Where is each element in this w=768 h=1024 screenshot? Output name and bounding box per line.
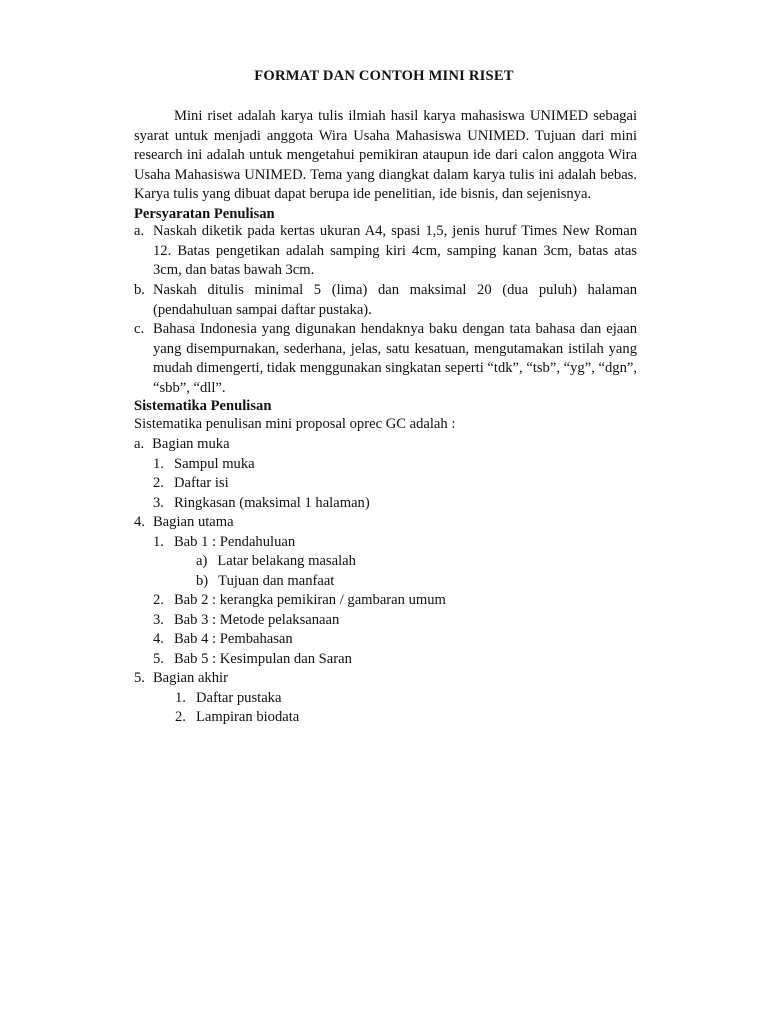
intro-paragraph <box>134 107 637 205</box>
list-item <box>134 281 637 320</box>
outline-label: Bagian akhir <box>152 670 228 686</box>
list-marker: 4. <box>134 514 145 530</box>
list-item-text: Bahasa Indonesia yang digunakan hendaknya baku dengan tata bahasa dan ejaan yang disempurnakan, sederhana, jelas, satu kesatuan, mengutamakan istilah yang mudah dimengerti, tidak menggunakan singkatan seperti “tdk”, “tsb”, “yg”, “dgn”, “sbb”, “dll”. <box>153 321 637 396</box>
outline-subitem <box>175 689 281 709</box>
list-marker: 2. <box>153 592 164 608</box>
list-item-text: Naskah ditulis minimal 5 (lima) dan maksimal 20 (dua puluh) halaman (pendahuluan sampai daftar pustaka). <box>153 282 637 318</box>
outline-item-bagian-akhir <box>134 669 228 689</box>
outline-subitem-text: Lampiran biodata <box>195 709 300 725</box>
outline-subitem-text: Bab 3 : Metode pelaksanaan <box>173 612 340 628</box>
outline-subitem <box>175 708 299 728</box>
list-marker: 5. <box>134 670 145 686</box>
list-item <box>134 320 637 398</box>
list-marker: 5. <box>153 651 164 667</box>
document-title: FORMAT DAN CONTOH MINI RISET <box>254 68 514 84</box>
list-marker: 2. <box>153 475 164 491</box>
list-marker: b) <box>196 573 209 589</box>
outline-subitem-text: Bab 5 : Kesimpulan dan Saran <box>173 651 352 667</box>
list-marker: b. <box>134 282 145 298</box>
outline-subsubitem-text: Tujuan dan manfaat <box>218 573 335 589</box>
outline-subsubitem-text: Latar belakang masalah <box>217 553 356 569</box>
outline-subitem <box>153 455 255 475</box>
list-marker: 4. <box>153 631 164 647</box>
outline-subitem-text: Bab 1 : Pendahuluan <box>173 534 296 550</box>
list-marker: 3. <box>153 612 164 628</box>
list-marker: 3. <box>153 495 164 511</box>
list-marker: a. <box>134 223 145 239</box>
section-heading-sistematika: Sistematika Penulisan <box>134 398 272 414</box>
list-item-text: Naskah diketik pada kertas ukuran A4, spasi 1,5, jenis huruf Times New Roman 12. Batas pengetikan adalah samping kiri 4cm, samping kanan 3cm, batas atas 3cm, dan batas bawah 3cm. <box>153 223 637 279</box>
outline-item-bagian-muka <box>134 435 230 455</box>
outline-subitem <box>153 591 446 611</box>
outline-subitem <box>153 474 229 494</box>
section-lead: Sistematika penulisan mini proposal oprec GC adalah : <box>134 416 456 432</box>
outline-subitem <box>153 611 339 631</box>
section-heading-persyaratan: Persyaratan Penulisan <box>134 206 275 222</box>
outline-subitem <box>153 494 370 514</box>
list-marker: a. <box>134 436 145 452</box>
outline-label: Bagian utama <box>152 514 234 530</box>
outline-subitem-text: Daftar isi <box>173 475 229 491</box>
outline-subitem <box>153 533 295 553</box>
list-marker: 1. <box>175 690 186 706</box>
outline-subsubitem <box>196 552 356 572</box>
outline-subsubitem <box>196 572 334 592</box>
list-marker: c. <box>134 321 145 337</box>
list-item <box>134 222 637 281</box>
outline-subitem-text: Sampul muka <box>173 456 255 472</box>
outline-subitem-text: Ringkasan (maksimal 1 halaman) <box>173 495 370 511</box>
outline-subitem <box>153 650 352 670</box>
intro-text: Mini riset adalah karya tulis ilmiah hasil karya mahasiswa UNIMED sebagai syarat untuk menjadi anggota Wira Usaha Mahasiswa UNIMED. Tujuan dari mini research ini adalah untuk mengetahui pemikiran ataupun ide dari calon anggota Wira Usaha Mahasiswa UNIMED. Tema yang diangkat dalam karya tulis ini adalah bebas. Karya tulis yang dibuat dapat berupa ide penelitian, ide bisnis, dan sejenisnya. <box>134 108 637 203</box>
outline-subitem <box>153 630 293 650</box>
outline-subitem-text: Bab 4 : Pembahasan <box>173 631 293 647</box>
outline-label: Bagian muka <box>152 436 230 452</box>
outline-item-bagian-utama <box>134 513 234 533</box>
list-marker: a) <box>196 553 208 569</box>
list-marker: 1. <box>153 534 164 550</box>
outline-subitem-text: Bab 2 : kerangka pemikiran / gambaran umum <box>173 592 446 608</box>
list-marker: 2. <box>175 709 186 725</box>
outline-subitem-text: Daftar pustaka <box>195 690 282 706</box>
list-marker: 1. <box>153 456 164 472</box>
